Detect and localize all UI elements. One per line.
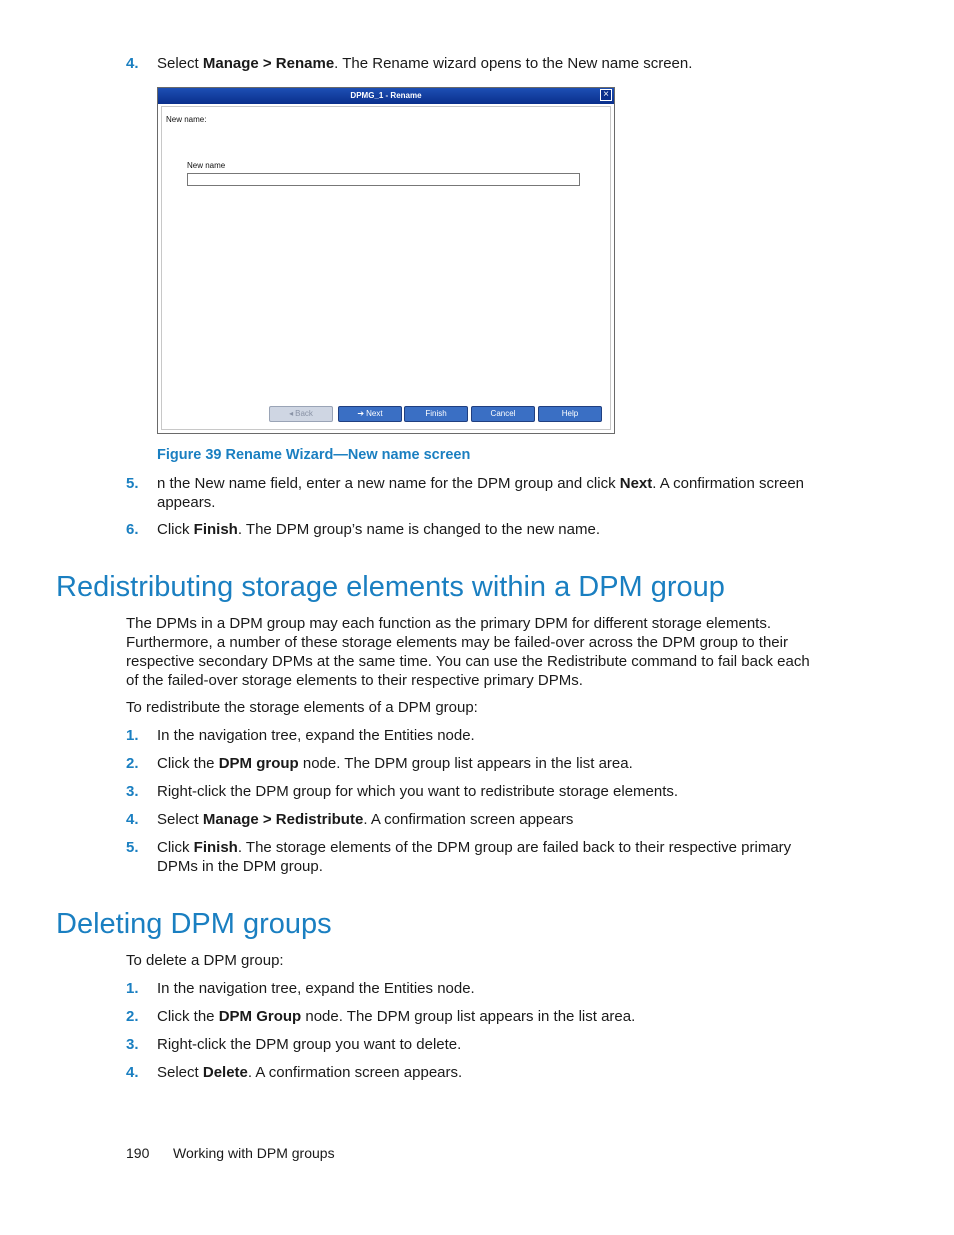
new-name-input[interactable] — [187, 173, 580, 186]
step-text: Select Manage > Redistribute. A confirmation screen appears — [157, 811, 574, 828]
step-text: Select Delete. A confirmation screen appears. — [157, 1064, 463, 1081]
ui-term: Manage > Redistribute — [202, 811, 364, 828]
ui-term: Manage > Rename — [202, 55, 335, 72]
next-button[interactable]: ➔ Next — [338, 406, 402, 422]
footer-section-title: Working with DPM groups — [173, 1145, 335, 1161]
dialog-title-bar — [158, 88, 614, 104]
step-number: 5. — [126, 475, 139, 492]
step-number: 3. — [126, 783, 139, 800]
dialog-body — [161, 106, 611, 430]
step-text: Right-click the DPM group you want to delete. — [157, 1036, 462, 1053]
section-label: New name: — [166, 115, 207, 124]
step-number: 1. — [126, 980, 139, 997]
new-name-label: New name — [187, 161, 226, 170]
step-number: 4. — [126, 811, 139, 828]
section-intro-paragraph: The DPMs in a DPM group may each function as the primary DPM for different storage elements. Furthermore, a number of these storage elements may be failed-over across the DPM group to their respective secondary DPMs at the same time. You can use the Redistribute command to fail back each of the failed-over storage elements to their respective primary DPMs. — [126, 615, 810, 689]
step-text: In the navigation tree, expand the Entities node. — [157, 727, 475, 744]
ui-term: DPM group — [218, 755, 299, 772]
step-text: Click Finish. The DPM group’s name is changed to the new name. — [157, 521, 600, 538]
step-text: n the New name field, enter a new name for the DPM group and click Next. A confirmation screen appears. — [157, 475, 805, 511]
ui-term: Delete — [202, 1064, 248, 1081]
back-arrow-icon: ◂ — [289, 409, 294, 418]
step-number: 5. — [126, 839, 139, 856]
cancel-button[interactable]: Cancel — [471, 406, 535, 422]
figure-caption: Figure 39 Rename Wizard—New name screen — [157, 447, 471, 463]
step-text: In the navigation tree, expand the Entities node. — [157, 980, 475, 997]
step-number: 2. — [126, 755, 139, 772]
step-text: Click Finish. The storage elements of the DPM group are failed back to their respective primary DPMs in the DPM group. — [157, 839, 792, 875]
next-arrow-icon: ➔ — [357, 409, 365, 418]
section-lead-text: To redistribute the storage elements of a DPM group: — [126, 699, 478, 716]
dialog-title: DPMG_1 - Rename — [350, 91, 422, 100]
ui-term: Finish — [193, 521, 238, 538]
step-number: 4. — [126, 1064, 139, 1081]
step-text: Click the DPM Group node. The DPM group list appears in the list area. — [157, 1008, 636, 1025]
step-number: 2. — [126, 1008, 139, 1025]
back-button[interactable]: ◂ Back — [269, 406, 333, 422]
ui-term: DPM Group — [218, 1008, 302, 1025]
section-heading-redistribute: Redistributing storage elements within a DPM group — [56, 571, 725, 603]
step-number: 4. — [126, 55, 139, 72]
section-heading-delete: Deleting DPM groups — [56, 908, 332, 940]
close-icon[interactable]: × — [600, 89, 612, 101]
step-text: Click the DPM group node. The DPM group list appears in the list area. — [157, 755, 633, 772]
step-number: 6. — [126, 521, 139, 538]
finish-button[interactable]: Finish — [404, 406, 468, 422]
step-number: 3. — [126, 1036, 139, 1053]
ui-term: Finish — [193, 839, 238, 856]
help-button[interactable]: Help — [538, 406, 602, 422]
step-number: 1. — [126, 727, 139, 744]
step-text: Select Manage > Rename. The Rename wizard opens to the New name screen. — [157, 55, 693, 72]
page-number: 190 — [126, 1145, 150, 1161]
delete-lead-text: To delete a DPM group: — [126, 952, 284, 969]
step-text: Right-click the DPM group for which you want to redistribute storage elements. — [157, 783, 679, 800]
ui-term: Next — [619, 475, 653, 492]
rename-wizard-dialog — [157, 87, 615, 434]
